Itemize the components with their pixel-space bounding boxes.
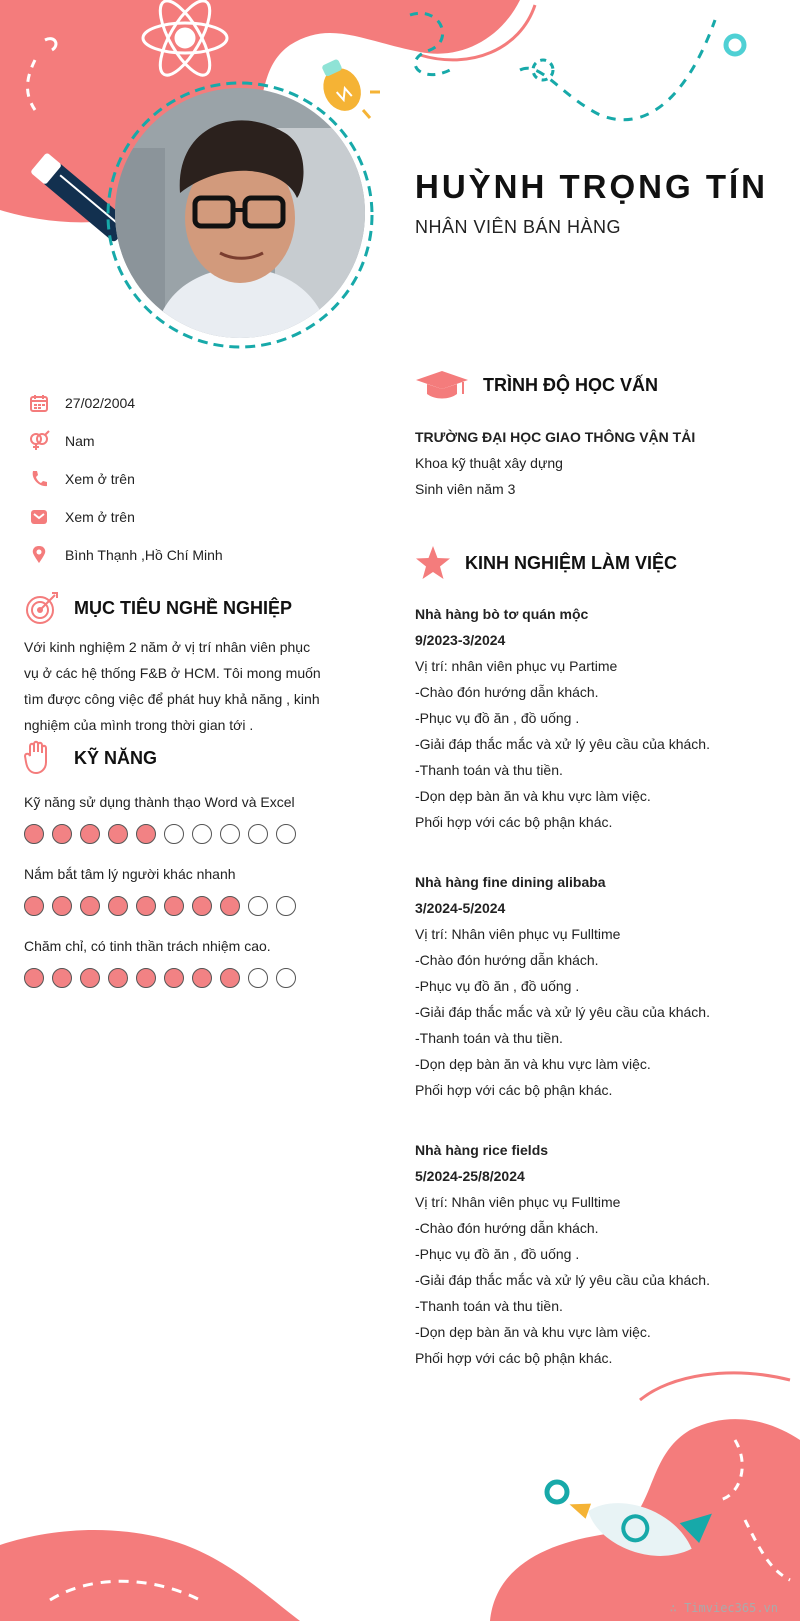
gender-text: Nam (65, 433, 95, 449)
job-line: -Thanh toán và thu tiền. (415, 762, 563, 778)
job-line: -Phục vụ đồ ăn , đồ uống . (415, 1246, 580, 1262)
job-line: -Dọn dẹp bàn ăn và khu vực làm việc. (415, 788, 651, 804)
profile-photo (115, 88, 365, 338)
skill-item (24, 866, 344, 916)
contact-list (28, 384, 328, 574)
rating-dot-empty (164, 824, 184, 844)
skill-name: Chăm chỉ, có tinh thần trách nhiệm cao. (24, 938, 271, 954)
rating-dot-filled (24, 896, 44, 916)
job-line: -Chào đón hướng dẫn khách. (415, 1220, 599, 1236)
skill-rating (24, 968, 344, 988)
watermark: ∴ Timviec365.vn (669, 1601, 778, 1615)
rating-dot-filled (164, 968, 184, 988)
skills-title: KỸ NĂNG (74, 747, 158, 768)
target-icon (24, 590, 60, 626)
skill-item (24, 938, 344, 988)
job-line: -Giải đáp thắc mắc và xử lý yêu cầu của khách. (415, 736, 710, 752)
objective-text: Với kinh nghiệm 2 năm ở vị trí nhân viên phục vụ ở các hệ thống F&B ở HCM. Tôi mong muốn tìm được công việc để phát huy khả năng , kinh nghiệm của mình trong thời gian tới . (24, 639, 321, 733)
skills-header (24, 740, 344, 776)
experience-title: KINH NGHIỆM LÀM VIỆC (465, 552, 678, 573)
job-line: -Dọn dẹp bàn ăn và khu vực làm việc. (415, 1056, 651, 1072)
lightbulb-icon (313, 55, 368, 117)
study-year: Sinh viên năm 3 (415, 481, 516, 497)
rating-dot-filled (80, 896, 100, 916)
email-icon (28, 506, 50, 528)
skill-rating (24, 824, 344, 844)
candidate-name: HUỲNH TRỌNG TÍN (415, 168, 768, 205)
rating-dot-filled (24, 824, 44, 844)
contact-email (28, 498, 328, 536)
objective-title: MỤC TIÊU NGHỀ NGHIỆP (74, 597, 293, 618)
rating-dot-filled (220, 968, 240, 988)
job-company: Nhà hàng bò tơ quán mộc (415, 606, 589, 622)
job-entry (415, 869, 785, 1103)
education-section (415, 368, 785, 502)
phone-text: Xem ở trên (65, 471, 135, 487)
job-line: Phối hợp với các bộ phận khác. (415, 814, 613, 830)
experience-section (415, 545, 785, 1405)
rating-dot-filled (192, 968, 212, 988)
job-line: -Dọn dẹp bàn ăn và khu vực làm việc. (415, 1324, 651, 1340)
star-icon (415, 545, 451, 581)
contact-gender (28, 422, 328, 460)
skill-rating (24, 896, 344, 916)
rating-dot-empty (276, 896, 296, 916)
job-company: Nhà hàng rice fields (415, 1142, 549, 1158)
rating-dot-filled (108, 896, 128, 916)
job-period: 9/2023-3/2024 (415, 632, 506, 648)
job-line: Phối hợp với các bộ phận khác. (415, 1350, 613, 1366)
job-line: Vị trí: Nhân viên phục vụ Fulltime (415, 926, 621, 942)
gender-icon (28, 430, 50, 452)
email-text: Xem ở trên (65, 509, 135, 525)
job-line: -Thanh toán và thu tiền. (415, 1030, 563, 1046)
job-line: -Phục vụ đồ ăn , đồ uống . (415, 978, 580, 994)
job-company: Nhà hàng fine dining alibaba (415, 874, 606, 890)
major: Khoa kỹ thuật xây dựng (415, 455, 563, 471)
job-period: 5/2024-25/8/2024 (415, 1168, 525, 1184)
rating-dot-filled (52, 824, 72, 844)
job-title: NHÂN VIÊN BÁN HÀNG (415, 217, 622, 237)
job-period: 3/2024-5/2024 (415, 900, 506, 916)
job-line: -Phục vụ đồ ăn , đồ uống . (415, 710, 580, 726)
rating-dot-empty (276, 824, 296, 844)
contact-birthdate (28, 384, 328, 422)
rating-dot-filled (164, 896, 184, 916)
job-line: Phối hợp với các bộ phận khác. (415, 1082, 613, 1098)
rating-dot-empty (192, 824, 212, 844)
job-line: -Thanh toán và thu tiền. (415, 1298, 563, 1314)
location-icon (28, 544, 50, 566)
contact-phone (28, 460, 328, 498)
objective-section (24, 590, 324, 738)
rating-dot-filled (108, 968, 128, 988)
graduation-cap-icon (415, 368, 469, 402)
job-line: -Giải đáp thắc mắc và xử lý yêu cầu của khách. (415, 1004, 710, 1020)
rating-dot-empty (248, 824, 268, 844)
rating-dot-empty (276, 968, 296, 988)
hand-icon (24, 740, 60, 776)
job-line: Vị trí: nhân viên phục vụ Partime (415, 658, 618, 674)
skill-name: Kỹ năng sử dụng thành thạo Word và Excel (24, 794, 295, 810)
rating-dot-filled (52, 968, 72, 988)
rating-dot-filled (80, 824, 100, 844)
rating-dot-filled (136, 824, 156, 844)
rating-dot-filled (52, 896, 72, 916)
rating-dot-filled (108, 824, 128, 844)
job-line: -Giải đáp thắc mắc và xử lý yêu cầu của khách. (415, 1272, 710, 1288)
job-line: Vị trí: Nhân viên phục vụ Fulltime (415, 1194, 621, 1210)
job-entry (415, 1137, 785, 1371)
rating-dot-empty (248, 968, 268, 988)
calendar-icon (28, 392, 50, 414)
rating-dot-empty (220, 824, 240, 844)
objective-header (24, 590, 324, 626)
skill-name: Nắm bắt tâm lý người khác nhanh (24, 866, 236, 882)
rating-dot-filled (136, 896, 156, 916)
job-line: -Chào đón hướng dẫn khách. (415, 952, 599, 968)
rating-dot-filled (220, 896, 240, 916)
birthdate-text: 27/02/2004 (65, 395, 136, 411)
job-entry (415, 601, 785, 835)
rating-dot-filled (80, 968, 100, 988)
bottom-left-blob (0, 1530, 300, 1621)
skill-item (24, 794, 344, 844)
skills-section (24, 740, 344, 1010)
education-header (415, 368, 785, 402)
experience-header (415, 545, 785, 581)
rating-dot-filled (192, 896, 212, 916)
phone-icon (28, 468, 50, 490)
rating-dot-filled (136, 968, 156, 988)
school-name: TRƯỜNG ĐẠI HỌC GIAO THÔNG VẬN TẢI (415, 429, 696, 445)
job-line: -Chào đón hướng dẫn khách. (415, 684, 599, 700)
contact-address (28, 536, 328, 574)
education-title: TRÌNH ĐỘ HỌC VẤN (483, 374, 658, 395)
rating-dot-empty (248, 896, 268, 916)
rating-dot-filled (24, 968, 44, 988)
address-text: Bình Thạnh ,Hồ Chí Minh (65, 547, 223, 563)
